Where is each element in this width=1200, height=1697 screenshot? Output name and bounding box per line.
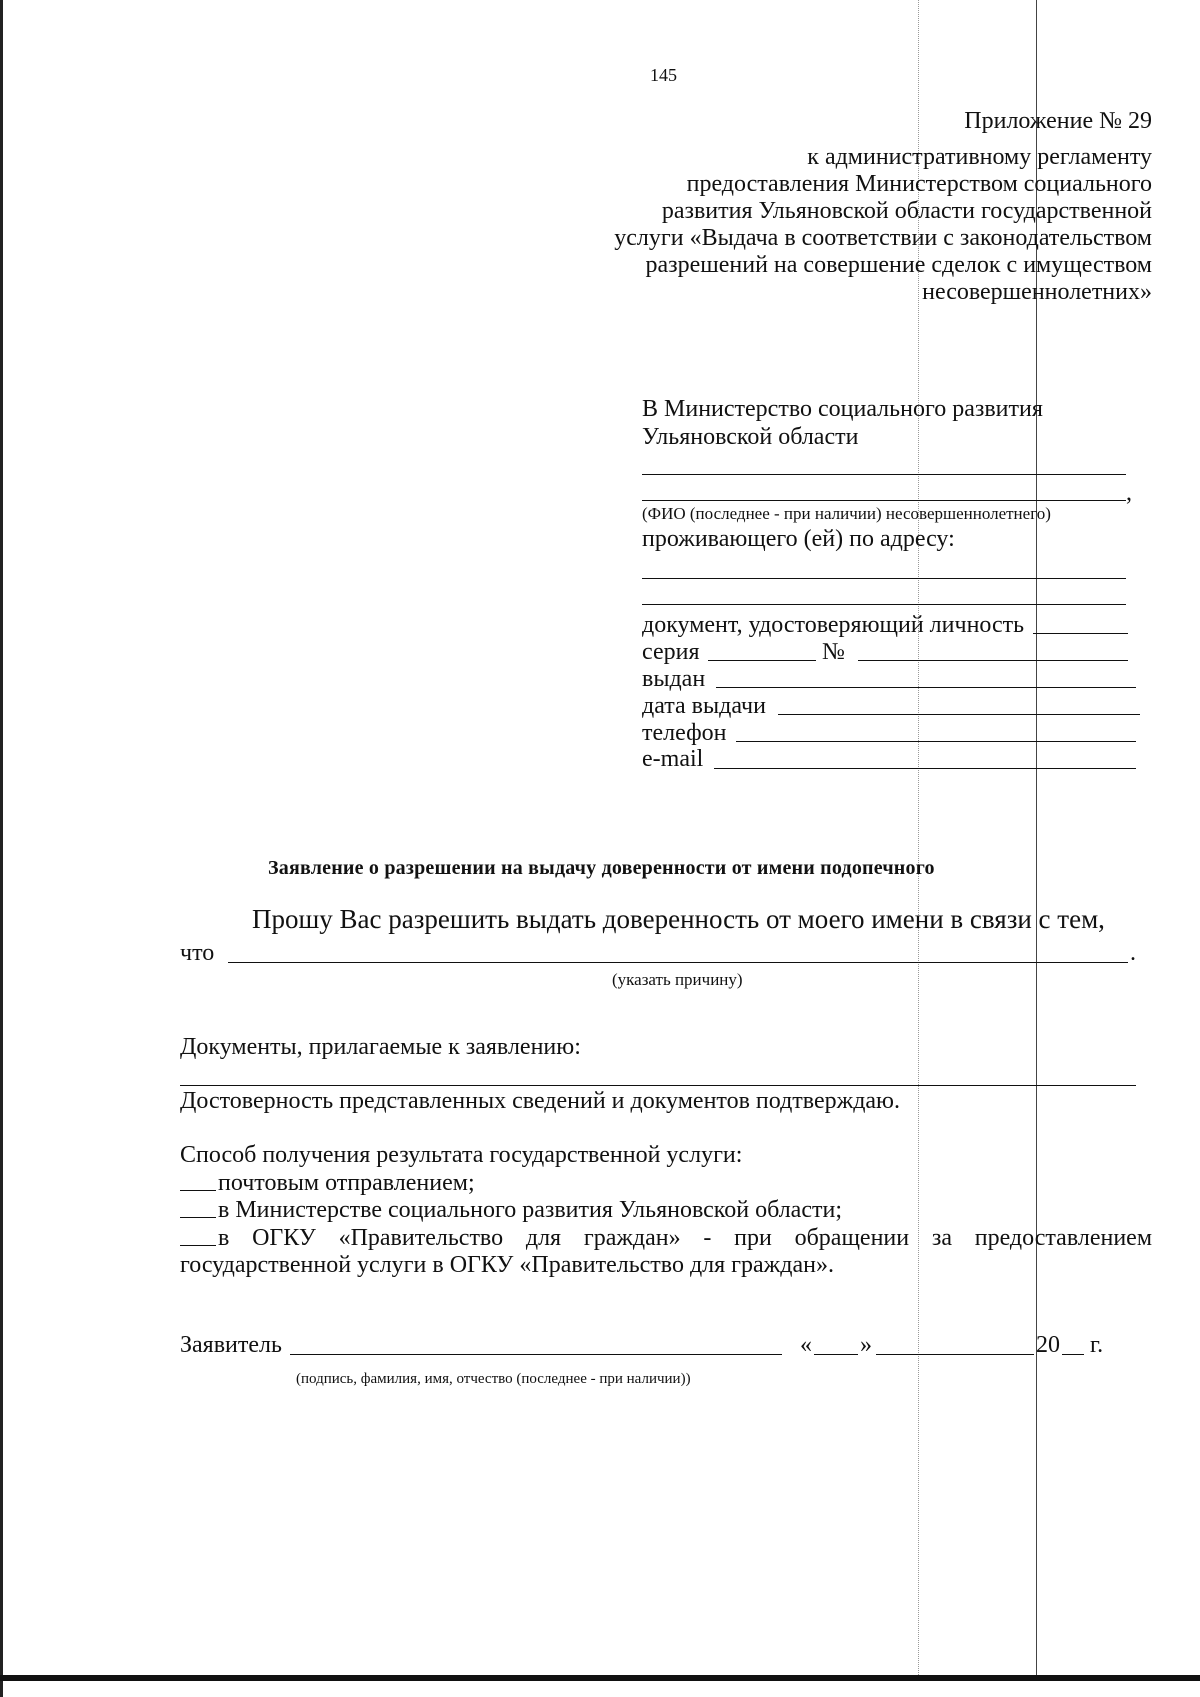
phone-label: телефон xyxy=(642,720,727,746)
appendix-line: к административному регламенту xyxy=(807,144,1152,170)
number-label: № xyxy=(822,639,845,665)
appendix-label: Приложение № 29 xyxy=(964,108,1152,134)
statement-title: Заявление о разрешении на выдачу доверенности от имени подопечного xyxy=(268,857,935,879)
year-suffix: г. xyxy=(1090,1332,1104,1358)
statement-that: что xyxy=(180,940,215,966)
fio-line-2[interactable] xyxy=(642,500,1126,501)
id-doc-field[interactable] xyxy=(1033,633,1128,634)
appendix-subtitle xyxy=(560,144,1152,306)
method-post-label: почтовым отправлением; xyxy=(218,1170,475,1196)
addressee-line1: В Министерство социального развития xyxy=(642,396,1043,422)
fio-caption: (ФИО (последнее - при наличии) несовершеннолетнего) xyxy=(642,504,1051,523)
appendix-line: несовершеннолетних» xyxy=(922,279,1152,305)
method-ministry-label: в Министерстве социального развития Ульяновской области; xyxy=(218,1197,842,1223)
issued-label: выдан xyxy=(642,666,706,692)
fio-comma: , xyxy=(1126,480,1132,506)
signature-field[interactable] xyxy=(290,1354,782,1355)
year-field[interactable] xyxy=(1062,1354,1084,1355)
confirmation-text: Достоверность представленных сведений и документов подтверждаю. xyxy=(180,1088,900,1114)
email-field[interactable] xyxy=(714,768,1136,769)
issue-date-label: дата выдачи xyxy=(642,693,766,719)
series-field[interactable] xyxy=(708,660,816,661)
method-ministry-checkbox[interactable] xyxy=(180,1217,216,1218)
method-ogku-label-1: в ОГКУ «Правительство для граждан» - при обращении за предоставлением xyxy=(218,1225,1152,1251)
issued-field[interactable] xyxy=(716,687,1136,688)
method-post-checkbox[interactable] xyxy=(180,1190,216,1191)
documents-field[interactable] xyxy=(180,1085,1136,1086)
method-title: Способ получения результата государственной услуги: xyxy=(180,1142,743,1168)
email-label: e-mail xyxy=(642,746,704,772)
address-line-2[interactable] xyxy=(642,604,1126,605)
documents-label: Документы, прилагаемые к заявлению: xyxy=(180,1034,581,1060)
scan-edge-bottom xyxy=(0,1675,1200,1681)
signature-caption: (подпись, фамилия, имя, отчество (последнее - при наличии)) xyxy=(296,1371,691,1387)
appendix-line: услуги «Выдача в соответствии с законодательством xyxy=(614,225,1152,251)
issue-date-field[interactable] xyxy=(778,714,1140,715)
fio-line-1[interactable] xyxy=(642,474,1126,475)
residing-label: проживающего (ей) по адресу: xyxy=(642,526,955,552)
appendix-line: разрешений на совершение сделок с имуществом xyxy=(645,252,1152,278)
year-prefix: 20 xyxy=(1036,1332,1060,1358)
quote-open: « xyxy=(800,1332,812,1358)
applicant-label: Заявитель xyxy=(180,1332,282,1358)
address-line-1[interactable] xyxy=(642,578,1126,579)
scan-edge-left xyxy=(0,0,3,1697)
quote-close: » xyxy=(860,1332,872,1358)
page-number: 145 xyxy=(650,65,677,85)
appendix-line: развития Ульяновской области государственной xyxy=(661,198,1152,224)
method-ogku-label-2: государственной услуги в ОГКУ «Правительство для граждан». xyxy=(180,1252,834,1278)
appendix-line: предоставления Министерством социального xyxy=(686,171,1152,197)
reason-field[interactable] xyxy=(228,962,1128,963)
reason-caption: (указать причину) xyxy=(612,970,743,989)
number-field[interactable] xyxy=(858,660,1128,661)
addressee-line2: Ульяновской области xyxy=(642,424,859,450)
day-field[interactable] xyxy=(814,1354,858,1355)
method-ogku-checkbox[interactable] xyxy=(180,1245,216,1246)
series-label: серия xyxy=(642,639,700,665)
month-field[interactable] xyxy=(876,1354,1034,1355)
phone-field[interactable] xyxy=(736,741,1136,742)
reason-period: . xyxy=(1130,940,1136,966)
statement-request: Прошу Вас разрешить выдать доверенность от моего имени в связи с тем, xyxy=(252,904,1105,934)
id-doc-label: документ, удостоверяющий личность xyxy=(642,612,1025,638)
